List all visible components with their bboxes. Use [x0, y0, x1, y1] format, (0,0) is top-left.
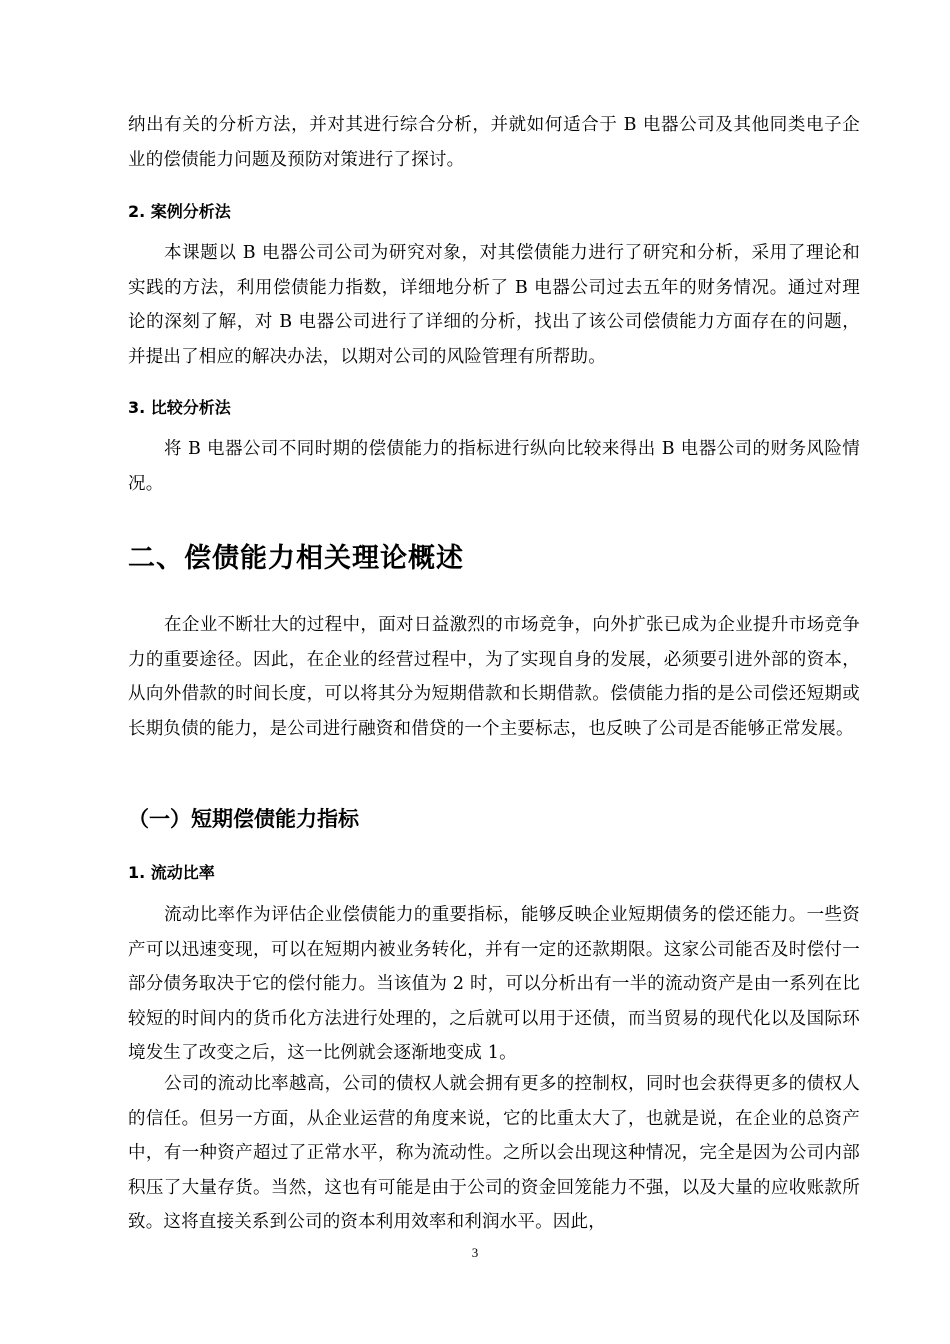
page-number: 3 — [471, 1245, 479, 1260]
chapter-title: 二、偿债能力相关理论概述 — [128, 543, 464, 574]
heading-comparative-analysis: 3. 比较分析法 — [128, 398, 231, 417]
paragraph-current-ratio-1: 流动比率作为评估企业偿债能力的重要指标，能够反映企业短期债务的偿还能力。一些资产可以迅速变现，可以在短期内被业务转化，并有一定的还款期限。这家公司能否及时偿付一部分债务取决于它的偿付能力。当该值为 2 时，可以分析出有一半的流动资产是由一系列在比较短的时间内的货币化方法进行处理的，之后就可以用于还债，而当贸易的现代化以及国际环境发生了改变之后，这一比例就会逐渐地变成 1。 — [128, 905, 860, 1063]
heading-current-ratio: 1. 流动比率 — [128, 863, 215, 882]
paragraph-chapter-intro: 在企业不断壮大的过程中，面对日益激烈的市场竞争，向外扩张已成为企业提升市场竞争力的重要途径。因此，在企业的经营过程中，为了实现自身的发展，必须要引进外部的资本，从向外借款的时间长度，可以将其分为短期借款和长期借款。偿债能力指的是公司偿还短期或长期负债的能力，是公司进行融资和借贷的一个主要标志，也反映了公司是否能够正常发展。 — [128, 615, 860, 739]
paragraph-current-ratio-2: 公司的流动比率越高，公司的债权人就会拥有更多的控制权，同时也会获得更多的债权人的信任。但另一方面，从企业运营的角度来说，它的比重太大了，也就是说，在企业的总资产中，有一种资产超过了正常水平，称为流动性。之所以会出现这种情况，完全是因为公司内部积压了大量存货。当然，这也有可能是由于公司的资金回笼能力不强，以及大量的应收账款所致。这将直接关系到公司的资本利用效率和利润水平。因此， — [128, 1074, 860, 1232]
paragraph-comparative-analysis: 将 B 电器公司不同时期的偿债能力的指标进行纵向比较来得出 B 电器公司的财务风险情况。 — [128, 439, 860, 494]
section-title-short-term: （一）短期偿债能力指标 — [128, 807, 359, 831]
paragraph-case-analysis: 本课题以 B 电器公司公司为研究对象，对其偿债能力进行了研究和分析，采用了理论和实践的方法，利用偿债能力指数，详细地分析了 B 电器公司过去五年的财务情况。通过对理论的深刻了解，对 B 电器公司进行了详细的分析，找出了该公司偿债能力方面存在的问题，并提出了相应的解决办法，以期对公司的风险管理有所帮助。 — [128, 243, 860, 367]
heading-case-analysis: 2. 案例分析法 — [128, 202, 231, 221]
paragraph-intro-continued: 纳出有关的分析方法，并对其进行综合分析，并就如何适合于 B 电器公司及其他同类电子企业的偿债能力问题及预防对策进行了探讨。 — [128, 115, 860, 170]
